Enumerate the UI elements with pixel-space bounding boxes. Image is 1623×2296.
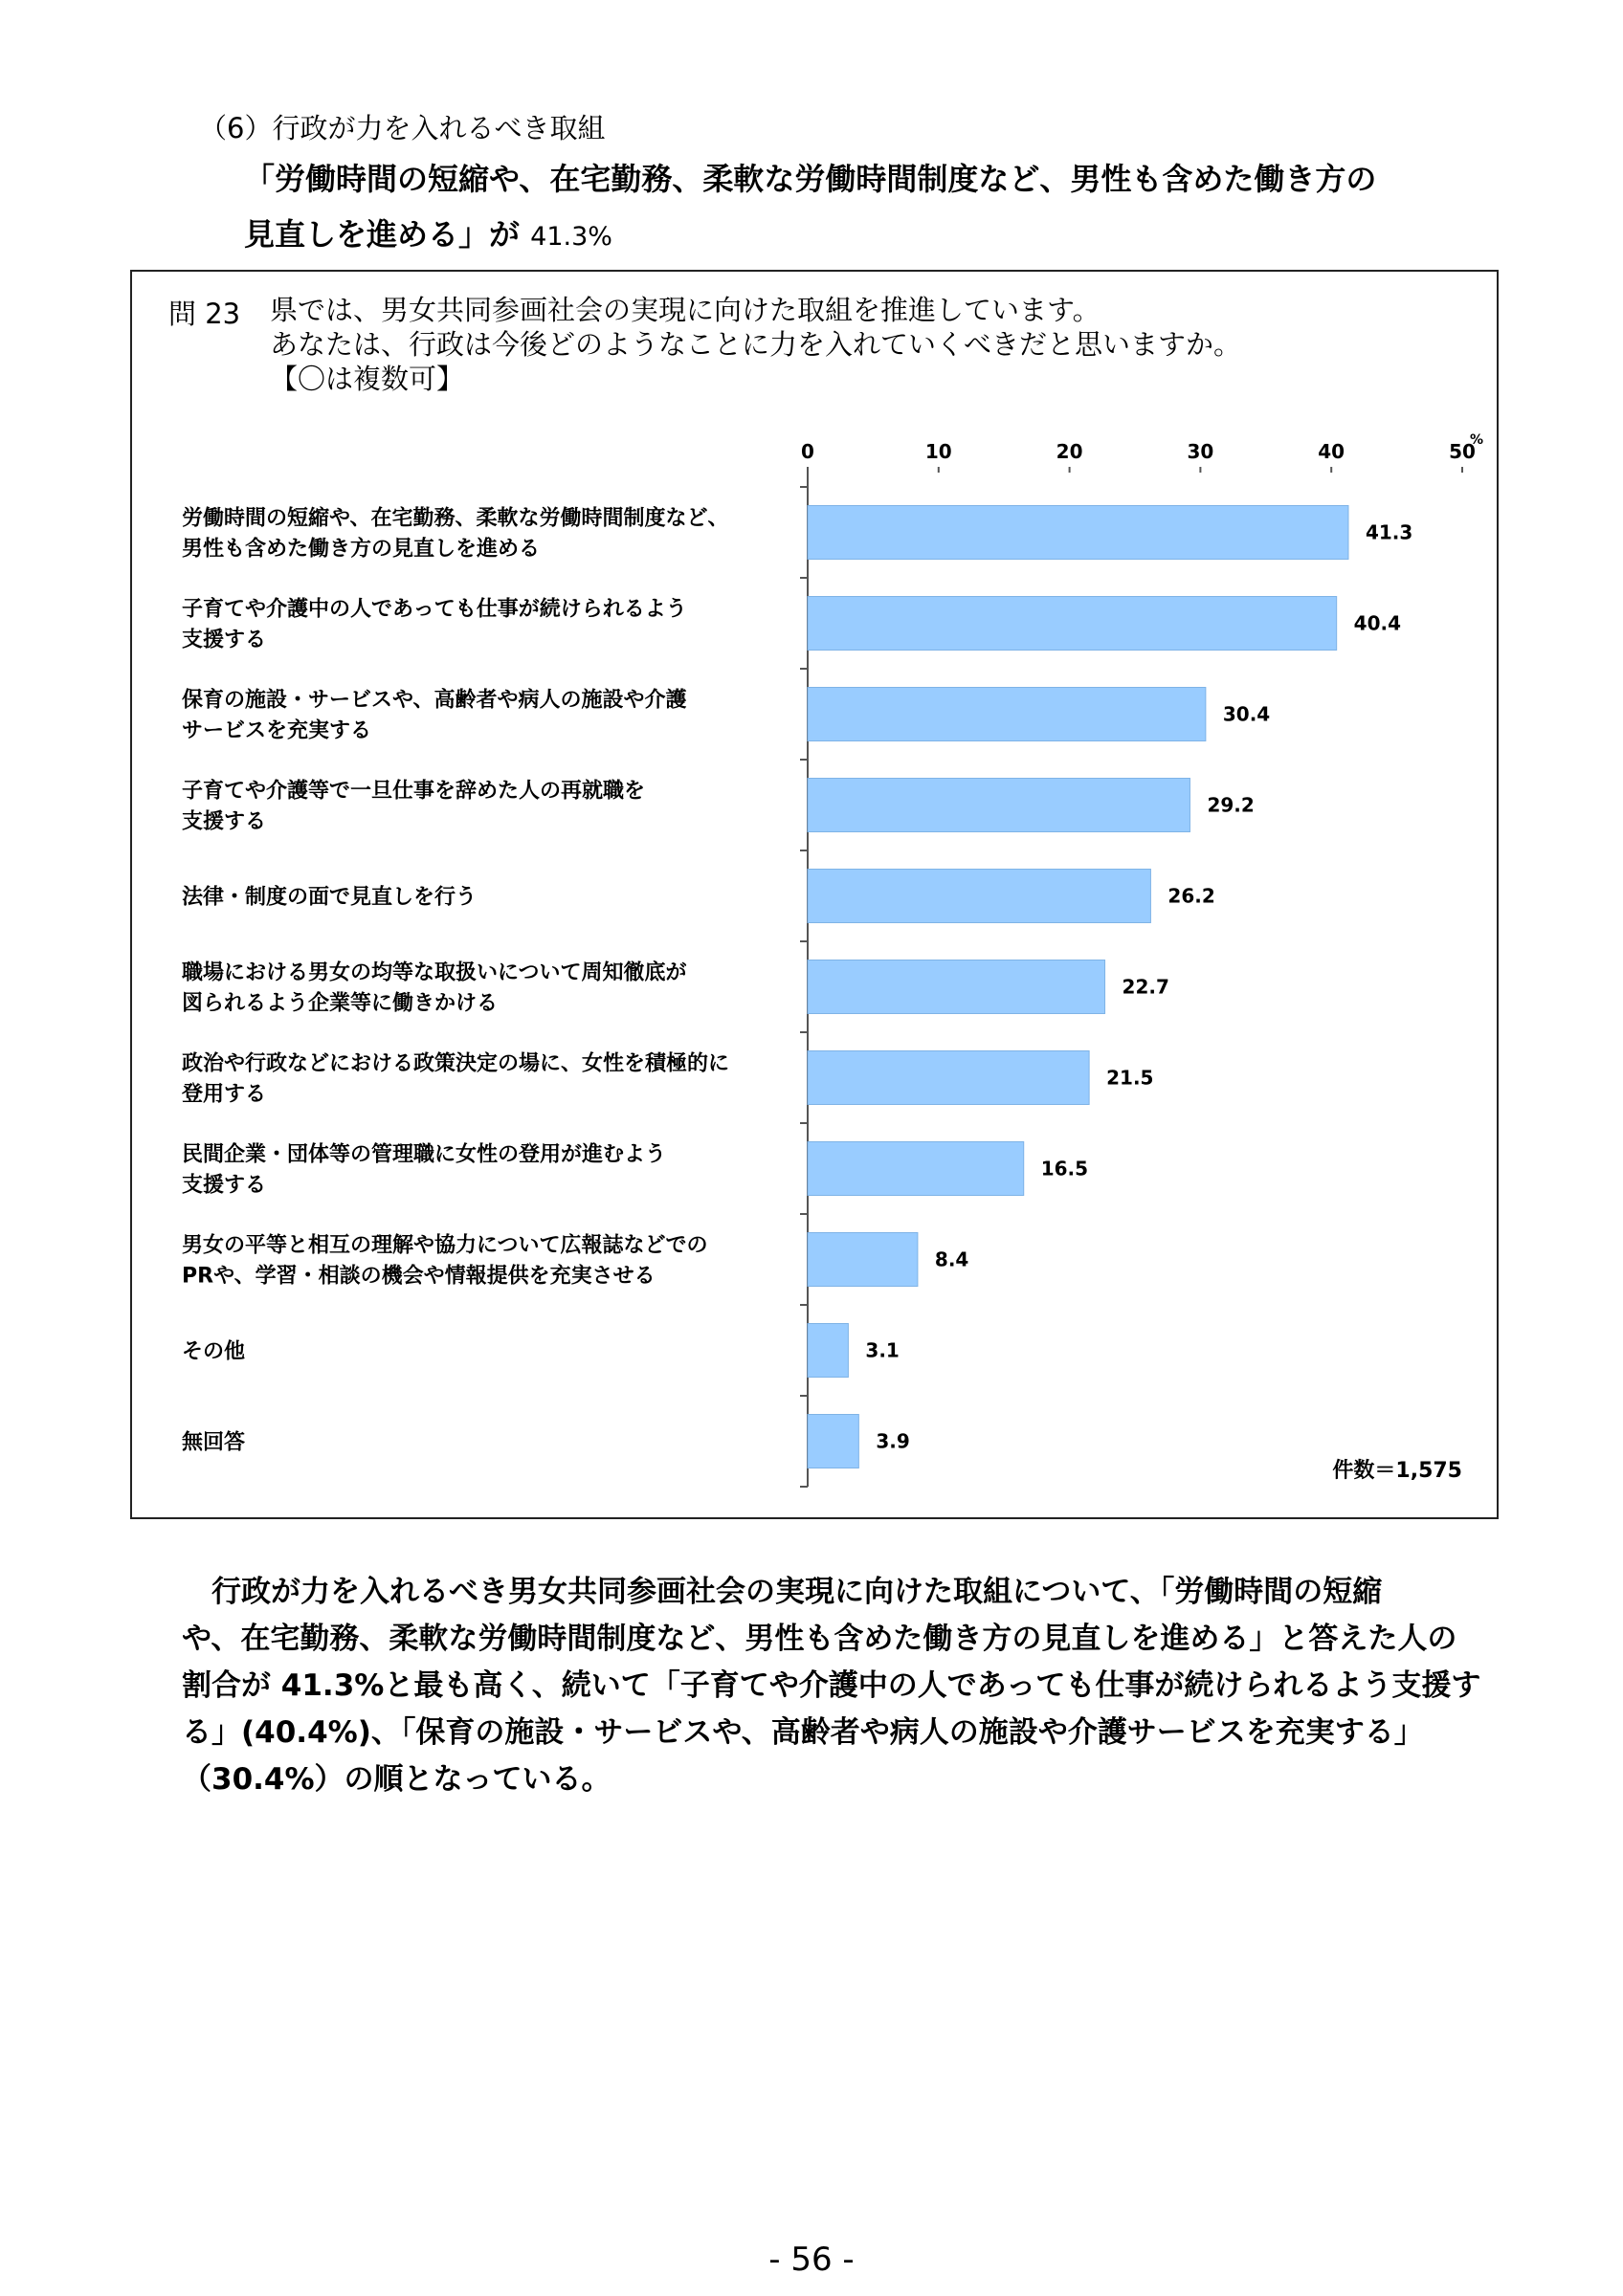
bar xyxy=(808,506,1348,560)
bar xyxy=(808,960,1105,1014)
summary-line-2 xyxy=(244,207,1488,265)
bar xyxy=(808,688,1206,741)
bar-value-label: 40.4 xyxy=(1353,611,1402,635)
bar xyxy=(808,597,1337,651)
x-tick-label: 30 xyxy=(1187,440,1214,463)
x-tick-label: 20 xyxy=(1056,440,1083,463)
bar-chart xyxy=(132,272,1497,1517)
body-line-4: る」(40.4%)、「保育の施設・サービスや、高齢者や病人の施設や介護サービスを充実する」 xyxy=(182,1715,1424,1750)
bar xyxy=(808,779,1189,832)
bar-value-label: 8.4 xyxy=(934,1247,969,1271)
question-line-2: あなたは、行政は今後どのようなことに力を入れていくべきだと思いますか。 xyxy=(270,328,1242,361)
section-heading: （6）行政が力を入れるべき取組 xyxy=(199,112,606,144)
category-label: 子育てや介護等で一旦仕事を辞めた人の再就職を xyxy=(182,779,646,804)
category-label: 支援する xyxy=(182,809,267,834)
bar-value-label: 21.5 xyxy=(1106,1066,1154,1090)
bar-value-label: 41.3 xyxy=(1365,520,1413,544)
sample-size-note: 件数＝1,575 xyxy=(1332,1459,1462,1483)
body-line-3: 割合が 41.3%と最も高く、続いて「子育てや介護中の人であっても仕事が続けられるよう支援す xyxy=(182,1668,1481,1703)
bar-value-label: 22.7 xyxy=(1122,975,1169,999)
page-number: - 56 - xyxy=(768,2241,855,2279)
bar-value-label: 26.2 xyxy=(1167,884,1215,908)
x-tick-label: 10 xyxy=(924,440,952,463)
category-label: 無回答 xyxy=(182,1430,246,1455)
question-number: 問 23 xyxy=(168,298,241,330)
bar-value-label: 16.5 xyxy=(1040,1157,1089,1181)
body-line-5: （30.4%）の順となっている。 xyxy=(182,1762,611,1797)
summary-percentage: 41.3% xyxy=(530,222,612,252)
category-label: PRや、学習・相談の機会や情報提供を充実させる xyxy=(182,1264,656,1289)
category-label: 民間企業・団体等の管理職に女性の登用が進むよう xyxy=(182,1142,667,1167)
category-label: 政治や行政などにおける政策決定の場に、女性を積極的に xyxy=(182,1051,730,1076)
x-tick-label: 50 xyxy=(1449,440,1476,463)
summary-highlight xyxy=(244,151,1488,265)
category-label: 労働時間の短縮や、在宅勤務、柔軟な労働時間制度など、 xyxy=(182,506,729,531)
bar xyxy=(808,870,1150,923)
bar xyxy=(808,1142,1024,1196)
question-line-1: 県では、男女共同参画社会の実現に向けた取組を推進しています。 xyxy=(270,294,1101,326)
category-label: サービスを充実する xyxy=(182,718,372,743)
bar-value-label: 3.1 xyxy=(865,1338,900,1362)
category-label: その他 xyxy=(182,1339,246,1364)
category-label: 男性も含めた働き方の見直しを進める xyxy=(182,537,541,562)
bar xyxy=(808,1051,1089,1105)
body-paragraph xyxy=(182,1569,1493,1803)
bar xyxy=(808,1324,848,1378)
bar-value-label: 3.9 xyxy=(876,1429,910,1453)
x-tick-label: 40 xyxy=(1318,440,1345,463)
category-label: 子育てや介護中の人であっても仕事が続けられるよう xyxy=(182,597,687,622)
bar-value-label: 30.4 xyxy=(1222,702,1271,726)
category-label: 支援する xyxy=(182,1173,267,1198)
body-line-1: 行政が力を入れるべき男女共同参画社会の実現に向けた取組について、「労働時間の短縮 xyxy=(182,1575,1383,1609)
x-unit-label: % xyxy=(1470,432,1484,448)
question-box xyxy=(130,270,1499,1519)
x-tick-label: 0 xyxy=(801,440,814,463)
bar xyxy=(808,1233,918,1287)
question-line-3: 【〇は複数可】 xyxy=(270,363,465,395)
body-line-2: や、在宅勤務、柔軟な労働時間制度など、男性も含めた働き方の見直しを進める」と答えた人の xyxy=(182,1622,1457,1656)
category-label: 法律・制度の面で見直しを行う xyxy=(182,885,478,910)
bar-value-label: 29.2 xyxy=(1207,793,1255,817)
category-label: 登用する xyxy=(182,1082,267,1107)
summary-line-1: 「労働時間の短縮や、在宅勤務、柔軟な労働時間制度など、男性も含めた働き方の xyxy=(244,161,1377,197)
category-label: 図られるよう企業等に働きかける xyxy=(182,991,499,1016)
bar xyxy=(808,1415,858,1468)
category-label: 職場における男女の均等な取扱いについて周知徹底が xyxy=(182,960,687,985)
category-label: 男女の平等と相互の理解や協力について広報誌などでの xyxy=(182,1233,708,1258)
category-label: 支援する xyxy=(182,628,267,652)
category-label: 保育の施設・サービスや、高齢者や病人の施設や介護 xyxy=(182,688,687,713)
summary-line-2-text: 見直しを進める」が xyxy=(244,216,531,253)
